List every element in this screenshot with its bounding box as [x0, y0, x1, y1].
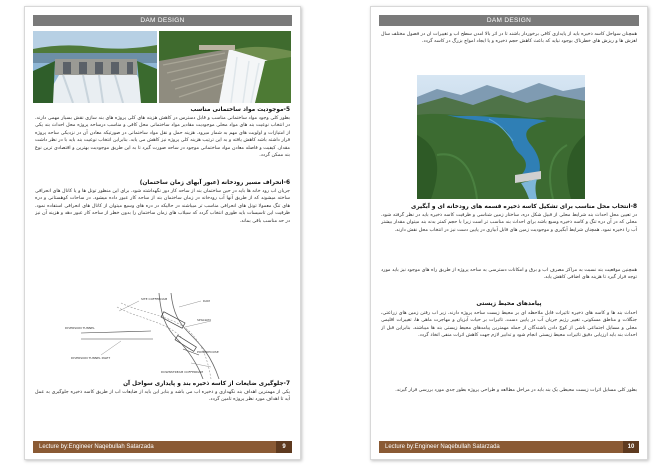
- section-5-body: بطور کلی وجود مواد ساختمانی مناسب و قابل دسترس در کاهش هزینه های کلی پروژه های بند سازی نقش بسیار مهمی دارند. در انتخاب نوعیت بند های مواد محلی موجودیت مقادیر مواد ساختمانی محل کافی و مناسب درساحه پروژه محل احداث بند یکی از امتیازات و اولویت های مهم به شمار میرود. هزینه حمل و نقل مواد ساختمانی در صورتیکه معادن آن در نزدیکی ساحه پروژه قرار داشته باشد کاهش یافته و به این ترتیب هزینه کلی پروژه نیز کاهش می یابد. بنابراین انتخاب نوعیت بند باید با در نظر داشت مقدار، کیفیت و فاصله معادن مواد ساختمانی موجود در ساحه صورت گیرد تا به این طریق موجودیت بهترین و اقتصادی ترین نوع بند ممکن گردد.: [35, 116, 290, 159]
- section-7-body: یکی از مهمترین اهداف بند نگهداری و ذخیره آب می باشد و بنابر این باید از ضایعات آب از طریق کاسه ذخیره جلوگیری به عمل آید تا اهداف مورد نظر پروژه تامین گردد.: [35, 390, 290, 403]
- map-label-tunnel-inlet: DIVERSION TUNNEL INLET: [71, 356, 111, 360]
- map-label-spillway: SPILLWAY: [197, 318, 212, 322]
- map-label-diversion-tunnel: DIVERSION TUNNEL: [65, 326, 95, 330]
- reservoir-photo: [417, 75, 585, 199]
- diversion-site-plan: [61, 293, 231, 379]
- environment-heading: پیامدهای محیط زیستی: [476, 301, 542, 307]
- page-header: DAM DESIGN: [33, 15, 292, 26]
- section-6-heading: 6-انحراف مسیر رودخانه (عبور آبهای زمان ساختمان): [139, 180, 290, 186]
- map-label-downstream-cofferdam: DOWNSTREAM COFFERDAM: [161, 370, 203, 374]
- section-8-body: در تعیین محل احداث بند شرایط محلی از قبیل شکل دره، ساختار زمین شناسی و ظرفیت کاسه ذخیره باید در نظر گرفته شود. محلی که در آن دره تنگ و کاسه ذخیره وسیع باشد برای احداث بند مناسب تر است زیرا با حجم کمتر بدنه بند میتوان مقدار بیشتر آب را ذخیره نمود. همچنان شرایط آبگیری و موجودیت زمین های قابل آبیاری در پایین دست نیز در انتخاب محل نقش دارند.: [381, 213, 637, 233]
- section-6-body: جریان آب رود خانه ها باید در حین ساختمان بند از ساحه کار دور نگهداشته شود. برای این منظور تونل ها و یا کانال های انحرافی ساخته میشوند که از طریق آنها آب رودخانه در زمان ساختمان بند از ساحه کار عبور داده میشود. در ساحات کوهستانی و دره های تنگ معمولا تونل های انحرافی مناسب تر میباشند در حالیکه در دره های وسیع میتوان از کانال های انحرافی استفاده نمود. ظرفیت این تاسیسات باید طوری انتخاب گردد که سیلاب های زمان ساختمان را بدون خطر از ساحه کار عبور دهد و هزینه آن نیز در حد مناسب باقی بماند.: [35, 189, 290, 224]
- section-5-heading: 5-موجودیت مواد ساختمانی مناسب: [190, 107, 290, 113]
- earth-dam-photo: [159, 31, 291, 103]
- environment-body-continued: بطور کلی مسایل اثرات زیست محیطی یک بند باید در مراحل مطالعه و طراحی پروژه بطور جدی مورد بررسی قرار گیرند.: [395, 388, 637, 393]
- lecturer-credit: Lecture by:Engineer Naqebullah Satarzada: [39, 444, 154, 450]
- section-8-body-continued: همچنین موقعیت بند نسبت به مراکز مصرف آب و برق و امکانات دسترسی به ساحه پروژه از طریق راه های موجود نیز باید مورد توجه قرار گیرد تا هزینه های اضافی کاهش یابد.: [381, 268, 637, 281]
- page-number: 9: [276, 441, 292, 453]
- map-label-dam: DAM: [203, 299, 210, 303]
- concrete-dam-photo: [33, 31, 157, 103]
- section-7-heading: 7-جلوگیری ضایعات از کاسه ذخیره بند و پایداری سواحل آن: [123, 381, 290, 387]
- page-header: DAM DESIGN: [379, 15, 639, 26]
- map-label-site-cofferdam: SITE COFFERDAM: [141, 297, 168, 301]
- page-footer: [33, 441, 292, 453]
- lecturer-credit: Lecture by:Engineer Naqebullah Satarzada: [385, 444, 500, 450]
- environment-body: احداث بند ها و کاسه های ذخیره تاثیرات قابل ملاحظه ای بر محیط زیست ساحه پروژه دارند. زیر آب رفتن زمین های زراعتی، جنگلات و مناطق مسکونی، تغییر رژیم جریان آب در پایین دست، تاثیرات بر حیات آبزیان و مهاجرت ماهی ها، تغییرات اقلیمی محلی و مسایل اجتماعی ناشی از کوچ دادن باشندگان از جمله مهمترین پیامدهای محیط زیستی بند ها میباشند. بنابراین قبل از احداث بند باید ارزیابی دقیق تاثیرات محیط زیستی انجام شود و تدابیر لازم جهت کاهش اثرات منفی اتخاذ گردد.: [381, 311, 637, 339]
- left-page: [24, 6, 301, 460]
- section-8-heading: 8-انتخاب محل مناسب برای تشکیل کاسه ذخیره قسمه های رودخانه ای و آبگیری: [411, 204, 637, 210]
- intro-paragraph: همچنان سواحل کاسه ذخیره باید از پایداری کافی برخوردار باشند تا در اثر بالا آمدن سطح آب و تغییرات آن در فصول مختلف سال لغزش ها و ریزش های خطرناک بوجود نیاید که باعث کاهش حجم ذخیره و یا ایجاد امواج بزرگ در کاسه گردد.: [381, 32, 637, 45]
- map-label-powerhouse: POWERHOUSE: [197, 350, 219, 354]
- page-footer: [379, 441, 639, 453]
- page-number: 10: [623, 441, 639, 453]
- right-page: [370, 6, 648, 460]
